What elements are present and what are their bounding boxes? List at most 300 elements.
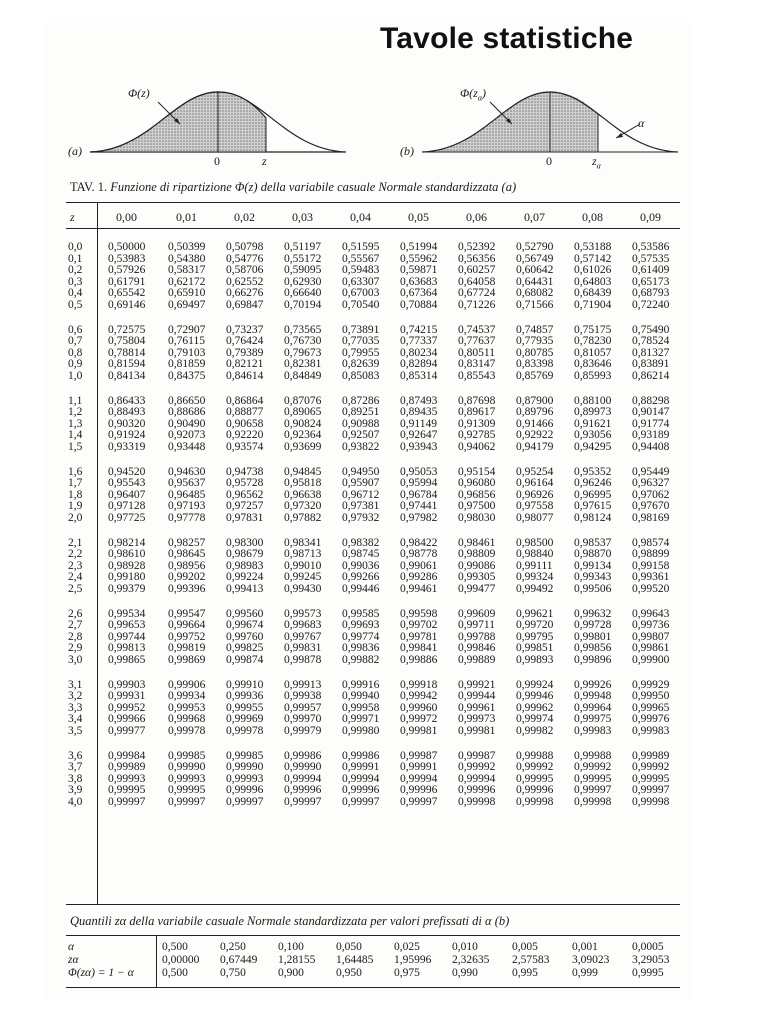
column-header: 0,06 <box>466 210 487 224</box>
table-cell: 0,59483 <box>342 264 380 277</box>
table-cell: 0,99807 <box>632 630 670 643</box>
table-header-rule <box>66 228 680 229</box>
table-cell: 0,97558 <box>516 500 554 513</box>
table-cell: 0,99906 <box>168 678 206 691</box>
table-cell: 0,99981 <box>458 725 496 737</box>
z-value: 1,5 <box>68 441 83 453</box>
table-cell: 0,98030 <box>458 512 496 524</box>
table-cell: 0,99994 <box>400 772 438 785</box>
table-cell: 0,98422 <box>400 536 438 549</box>
table-cell: 0,99990 <box>168 761 206 774</box>
table-cell: 0,77337 <box>400 335 438 348</box>
table-cell: 0,99683 <box>284 619 322 632</box>
table-cell: 0,67364 <box>400 287 438 300</box>
z-value: 4,0 <box>68 796 83 808</box>
quantile-cell: 0,100 <box>278 941 304 953</box>
table-cell: 0,99774 <box>342 630 380 643</box>
table-cell: 0,99981 <box>400 725 438 737</box>
z-value: 2,4 <box>68 571 83 584</box>
quantile-cell: 0,500 <box>162 967 188 979</box>
table-cell: 0,73565 <box>284 323 322 336</box>
table-cell: 0,99990 <box>226 761 264 774</box>
table-cell: 0,99916 <box>342 678 380 691</box>
table-cell: 0,79673 <box>284 346 322 359</box>
table-cell: 0,99996 <box>284 784 322 797</box>
table-cell: 0,79389 <box>226 346 264 359</box>
table-cell: 0,83891 <box>632 358 670 371</box>
table-cell: 0,51197 <box>284 241 321 253</box>
quantile-cell: 0,00000 <box>162 954 200 966</box>
table-cell: 0,87076 <box>284 394 322 407</box>
table-cell: 0,72575 <box>108 323 146 336</box>
table-cell: 0,77935 <box>516 335 554 348</box>
table-cell: 0,97932 <box>342 512 380 524</box>
quantile-cell: 0,995 <box>512 967 538 979</box>
table-cell: 0,99996 <box>226 784 264 797</box>
table-cell: 0,99767 <box>284 630 322 643</box>
table-cell: 0,93056 <box>574 429 612 442</box>
table-cell: 0,99430 <box>284 583 322 595</box>
table-cell: 0,99819 <box>168 642 206 655</box>
table-cell: 0,78524 <box>632 335 670 348</box>
quantile-cell: 0,900 <box>278 967 304 979</box>
table-cell: 0,99973 <box>458 713 496 726</box>
table-cell: 0,99492 <box>516 583 554 595</box>
z-value: 1,9 <box>68 500 83 513</box>
table-cell: 0,99993 <box>168 772 206 785</box>
table-cell: 0,98745 <box>342 548 380 561</box>
table-cell: 0,99995 <box>632 772 670 785</box>
table-cell: 0,99969 <box>226 713 264 726</box>
table-cell: 0,76115 <box>168 335 205 348</box>
figure-a-label: (a) <box>68 144 82 158</box>
table-cell: 0,51595 <box>342 241 380 253</box>
table-cell: 0,99547 <box>168 607 206 620</box>
table-cell: 0,53586 <box>632 241 670 253</box>
table-cell: 0,84375 <box>168 370 206 382</box>
table-cell: 0,98983 <box>226 559 264 572</box>
table-cell: 0,80785 <box>516 346 554 359</box>
z-value: 2,6 <box>68 607 83 620</box>
table-cell: 0,98928 <box>108 559 146 572</box>
table-cell: 0,99921 <box>458 678 496 691</box>
table-cell: 0,99711 <box>458 619 495 632</box>
table-cell: 0,69497 <box>168 299 206 311</box>
table-cell: 0,97193 <box>168 500 206 513</box>
quantile-cell: 2,57583 <box>512 954 550 966</box>
table-cell: 0,99788 <box>458 630 496 643</box>
table-cell: 0,99996 <box>458 784 496 797</box>
table-cell: 0,99934 <box>168 690 206 703</box>
table-cell: 0,99983 <box>632 725 670 737</box>
z-value: 0,2 <box>68 264 83 277</box>
table-cell: 0,87493 <box>400 394 438 407</box>
table-cell: 0,99245 <box>284 571 322 584</box>
table-cell: 0,99952 <box>108 701 146 714</box>
table-cell: 0,99869 <box>168 654 206 666</box>
table-cell: 0,99946 <box>516 690 554 703</box>
quantile-cell: 0,005 <box>512 941 538 953</box>
table-cell: 0,95994 <box>400 477 438 490</box>
table-cell: 0,99910 <box>226 678 264 691</box>
table-cell: 0,59095 <box>284 264 322 277</box>
table-cell: 0,99461 <box>400 583 438 595</box>
quantile-cell: 1,28155 <box>278 954 316 966</box>
table-cell: 0,84134 <box>108 370 146 382</box>
figure-a-zero: 0 <box>214 154 220 168</box>
table-cell: 0,86433 <box>108 394 146 407</box>
quantile-cell: 0,999 <box>572 967 598 979</box>
z-value: 0,6 <box>68 323 83 336</box>
table-cell: 0,99664 <box>168 619 206 632</box>
table-cell: 0,64803 <box>574 275 612 288</box>
quantile-cell: 1,64485 <box>336 954 374 966</box>
table-cell: 0,77637 <box>458 335 496 348</box>
table-cell: 0,78230 <box>574 335 612 348</box>
table-cell: 0,99795 <box>516 630 554 643</box>
table-cell: 0,98461 <box>458 536 496 549</box>
table-cell: 0,89065 <box>284 406 322 419</box>
table-cell: 0,96327 <box>632 477 670 490</box>
z-value: 2,7 <box>68 619 83 632</box>
table-cell: 0,99982 <box>516 725 554 737</box>
table-cell: 0,99446 <box>342 583 380 595</box>
table-cell: 0,99972 <box>400 713 438 726</box>
table-cell: 0,99361 <box>632 571 670 584</box>
figure-b-z: $z_\alpha$ <box>592 154 601 171</box>
table-cell: 0,94845 <box>284 465 322 478</box>
table-cell: 0,97882 <box>284 512 322 524</box>
table-cell: 0,98713 <box>284 548 322 561</box>
table-cell: 0,87286 <box>342 394 380 407</box>
table-cell: 0,73237 <box>226 323 264 336</box>
table-cell: 0,99958 <box>342 701 380 714</box>
table-cell: 0,99940 <box>342 690 380 703</box>
z-value: 3,8 <box>68 772 83 785</box>
table-cell: 0,53983 <box>108 252 146 265</box>
table-cell: 0,99379 <box>108 583 146 595</box>
table-cell: 0,92922 <box>516 429 554 442</box>
table-cell: 0,99286 <box>400 571 438 584</box>
table-cell: 0,95254 <box>516 465 554 478</box>
table-cell: 0,99929 <box>632 678 670 691</box>
table-cell: 0,69146 <box>108 299 146 311</box>
table-cell: 0,99621 <box>516 607 554 620</box>
table-cell: 0,90490 <box>168 417 206 430</box>
table-cell: 0,99989 <box>632 749 670 762</box>
quantile-cell: 2,32635 <box>452 954 490 966</box>
table-cell: 0,99324 <box>516 571 554 584</box>
table-cell: 0,94295 <box>574 441 612 453</box>
table-cell: 0,99202 <box>168 571 206 584</box>
z-value: 3,7 <box>68 761 83 774</box>
table-cell: 0,99964 <box>574 701 612 714</box>
table-cell: 0,98537 <box>574 536 612 549</box>
column-header: 0,01 <box>176 210 197 224</box>
table-cell: 0,89435 <box>400 406 438 419</box>
z-value: 3,9 <box>68 784 83 797</box>
table-cell: 0,99674 <box>226 619 264 632</box>
table-cell: 0,99841 <box>400 642 438 655</box>
table-cell: 0,99936 <box>226 690 264 703</box>
table-cell: 0,99962 <box>516 701 554 714</box>
table-cell: 0,98778 <box>400 548 438 561</box>
table-cell: 0,85769 <box>516 370 554 382</box>
table-cell: 0,93699 <box>284 441 322 453</box>
table-cell: 0,93574 <box>226 441 264 453</box>
table-cell: 0,92785 <box>458 429 496 442</box>
table-cell: 0,54776 <box>226 252 264 265</box>
table-cell: 0,61791 <box>108 275 146 288</box>
table-cell: 0,99995 <box>516 772 554 785</box>
z-value: 1,7 <box>68 477 83 490</box>
table-cell: 0,85083 <box>342 370 380 382</box>
table-cell: 0,62552 <box>226 275 264 288</box>
table-cell: 0,94520 <box>108 465 146 478</box>
table-cell: 0,98124 <box>574 512 612 524</box>
table-cell: 0,99997 <box>400 796 438 808</box>
table-cell: 0,99926 <box>574 678 612 691</box>
table-cell: 0,82639 <box>342 358 380 371</box>
table-cell: 0,99978 <box>168 725 206 737</box>
table-cell: 0,99998 <box>632 796 670 808</box>
figure-a-phi: Φ(z) <box>128 86 150 100</box>
table-cell: 0,99573 <box>284 607 322 620</box>
table-cell: 0,99728 <box>574 619 612 632</box>
table-cell: 0,99992 <box>632 761 670 774</box>
table-cell: 0,99997 <box>284 796 322 808</box>
table-cell: 0,99931 <box>108 690 146 703</box>
table-cell: 0,74537 <box>458 323 496 336</box>
table-cell: 0,91149 <box>400 417 437 430</box>
table-cell: 0,85543 <box>458 370 496 382</box>
quantiles-caption: Quantili zα della variabile casuale Normale standardizzata per valori prefissati di α (b) <box>70 914 510 928</box>
table-cell: 0,98610 <box>108 548 146 561</box>
quantile-cell: 0,990 <box>452 967 478 979</box>
table-cell: 0,95154 <box>458 465 496 478</box>
table-cell: 0,99987 <box>400 749 438 762</box>
table-cell: 0,75804 <box>108 335 146 348</box>
table-cell: 0,92507 <box>342 429 380 442</box>
table-cell: 0,99878 <box>284 654 322 666</box>
table-cell: 0,97381 <box>342 500 380 513</box>
table-cell: 0,56749 <box>516 252 554 265</box>
table-vertical-rule <box>97 202 98 904</box>
column-header: 0,05 <box>408 210 429 224</box>
table-cell: 0,99889 <box>458 654 496 666</box>
table-cell: 0,83398 <box>516 358 554 371</box>
table-cell: 0,92220 <box>226 429 264 442</box>
table-cell: 0,96995 <box>574 488 612 501</box>
table-cell: 0,61026 <box>574 264 612 277</box>
table-cell: 0,99996 <box>400 784 438 797</box>
table-cell: 0,55962 <box>400 252 438 265</box>
table-cell: 0,99825 <box>226 642 264 655</box>
z-value: 1,4 <box>68 429 83 442</box>
table-cell: 0,93822 <box>342 441 380 453</box>
table-cell: 0,99585 <box>342 607 380 620</box>
z-value: 0,1 <box>68 252 83 265</box>
table-cell: 0,81057 <box>574 346 612 359</box>
figure-b-alpha: α <box>638 116 645 130</box>
figure-a-z: z <box>262 154 267 168</box>
figure-a <box>90 92 346 152</box>
table-cell: 0,98574 <box>632 536 670 549</box>
table-cell: 0,99997 <box>342 796 380 808</box>
table-cell: 0,58706 <box>226 264 264 277</box>
table-cell: 0,83646 <box>574 358 612 371</box>
table-cell: 0,98645 <box>168 548 206 561</box>
table-cell: 0,79103 <box>168 346 206 359</box>
table-cell: 0,86650 <box>168 394 206 407</box>
table-cell: 0,90658 <box>226 417 264 430</box>
table-cell: 0,99965 <box>632 701 670 714</box>
table-cell: 0,91621 <box>574 417 612 430</box>
table-cell: 0,86864 <box>226 394 264 407</box>
table-cell: 0,99992 <box>574 761 612 774</box>
table-cell: 0,99801 <box>574 630 612 643</box>
table-cell: 0,86214 <box>632 370 670 382</box>
table-cell: 0,95053 <box>400 465 438 478</box>
table-cell: 0,99993 <box>226 772 264 785</box>
table-cell: 0,99942 <box>400 690 438 703</box>
table-cell: 0,88686 <box>168 406 206 419</box>
table-cell: 0,81594 <box>108 358 146 371</box>
table-cell: 0,70540 <box>342 299 380 311</box>
table-cell: 0,80511 <box>458 346 495 359</box>
quantile-cell: 0,001 <box>572 941 598 953</box>
table-cell: 0,96856 <box>458 488 496 501</box>
z-value: 0,0 <box>68 241 83 253</box>
table-cell: 0,99413 <box>226 583 264 595</box>
table-cell: 0,99996 <box>516 784 554 797</box>
table-cell: 0,99953 <box>168 701 206 714</box>
table-cell: 0,99886 <box>400 654 438 666</box>
quantile-cell: 0,500 <box>162 941 188 953</box>
table-cell: 0,67724 <box>458 287 496 300</box>
table-cell: 0,99978 <box>226 725 264 737</box>
table-cell: 0,99966 <box>108 713 146 726</box>
table-cell: 0,58317 <box>168 264 206 277</box>
z-header: z <box>70 210 75 224</box>
quantile-cell: 0,67449 <box>220 954 258 966</box>
table-cell: 0,97615 <box>574 500 612 513</box>
table-cell: 0,99992 <box>458 761 496 774</box>
table-cell: 0,99643 <box>632 607 670 620</box>
table-cell: 0,96246 <box>574 477 612 490</box>
table-cell: 0,97062 <box>632 488 670 501</box>
table-cell: 0,99974 <box>516 713 554 726</box>
table-cell: 0,89796 <box>516 406 554 419</box>
table-cell: 0,89251 <box>342 406 380 419</box>
table-cell: 0,99036 <box>342 559 380 572</box>
table-cell: 0,69847 <box>226 299 264 311</box>
table-cell: 0,98382 <box>342 536 380 549</box>
table-cell: 0,99752 <box>168 630 206 643</box>
table-cell: 0,99781 <box>400 630 438 643</box>
table-cell: 0,97831 <box>226 512 264 524</box>
z-value: 1,1 <box>68 394 83 407</box>
table-cell: 0,88493 <box>108 406 146 419</box>
table-cell: 0,88877 <box>226 406 264 419</box>
table-cell: 0,93319 <box>108 441 146 453</box>
table-cell: 0,83147 <box>458 358 496 371</box>
table-cell: 0,98840 <box>516 548 554 561</box>
table-cell: 0,93189 <box>632 429 670 442</box>
normal-curve-figures <box>60 80 700 180</box>
table-cell: 0,82894 <box>400 358 438 371</box>
table-cell: 0,60642 <box>516 264 554 277</box>
table-cell: 0,55567 <box>342 252 380 265</box>
table-cell: 0,88100 <box>574 394 612 407</box>
table-cell: 0,68082 <box>516 287 554 300</box>
quantile-cell: 0,750 <box>220 967 246 979</box>
table-cell: 0,94630 <box>168 465 206 478</box>
table-cell: 0,71904 <box>574 299 612 311</box>
table-cell: 0,94950 <box>342 465 380 478</box>
z-value: 0,8 <box>68 346 83 359</box>
table-cell: 0,70884 <box>400 299 438 311</box>
table-cell: 0,98899 <box>632 548 670 561</box>
table-cell: 0,99534 <box>108 607 146 620</box>
table-cell: 0,57142 <box>574 252 612 265</box>
table-cell: 0,96926 <box>516 488 554 501</box>
table-cell: 0,66276 <box>226 287 264 300</box>
table-cell: 0,72907 <box>168 323 206 336</box>
column-header: 0,03 <box>292 210 313 224</box>
table-cell: 0,98300 <box>226 536 264 549</box>
table-cell: 0,99955 <box>226 701 264 714</box>
quantile-row-label: zα <box>68 954 79 966</box>
table-cell: 0,99874 <box>226 654 264 666</box>
table-cell: 0,99995 <box>168 784 206 797</box>
z-value: 1,0 <box>68 370 83 382</box>
table-cell: 0,99760 <box>226 630 264 643</box>
table-cell: 0,84614 <box>226 370 264 382</box>
figure-b-label: (b) <box>400 144 414 158</box>
table-cell: 0,95637 <box>168 477 206 490</box>
table-cell: 0,99986 <box>284 749 322 762</box>
table-cell: 0,76730 <box>284 335 322 348</box>
table-cell: 0,66640 <box>284 287 322 300</box>
z-value: 3,0 <box>68 654 83 666</box>
table-cell: 0,99988 <box>516 749 554 762</box>
table-cell: 0,99744 <box>108 630 146 643</box>
table-cell: 0,52392 <box>458 241 496 253</box>
table-cell: 0,96712 <box>342 488 380 501</box>
table-cell: 0,99061 <box>400 559 438 572</box>
table-cell: 0,76424 <box>226 335 264 348</box>
table-cell: 0,63683 <box>400 275 438 288</box>
table-cell: 0,99158 <box>632 559 670 572</box>
table-cell: 0,99989 <box>108 761 146 774</box>
table-cell: 0,68793 <box>632 287 670 300</box>
table-cell: 0,91309 <box>458 417 496 430</box>
table-cell: 0,75175 <box>574 323 612 336</box>
table-cell: 0,98500 <box>516 536 554 549</box>
figure-b-zero: 0 <box>546 154 552 168</box>
table-cell: 0,99988 <box>574 749 612 762</box>
table-cell: 0,99266 <box>342 571 380 584</box>
table-cell: 0,90320 <box>108 417 146 430</box>
table-cell: 0,51994 <box>400 241 438 253</box>
table-cell: 0,97128 <box>108 500 146 513</box>
table-cell: 0,98169 <box>632 512 670 524</box>
table-cell: 0,99948 <box>574 690 612 703</box>
table-cell: 0,65910 <box>168 287 206 300</box>
z-value: 3,1 <box>68 678 83 691</box>
z-value: 2,5 <box>68 583 83 595</box>
